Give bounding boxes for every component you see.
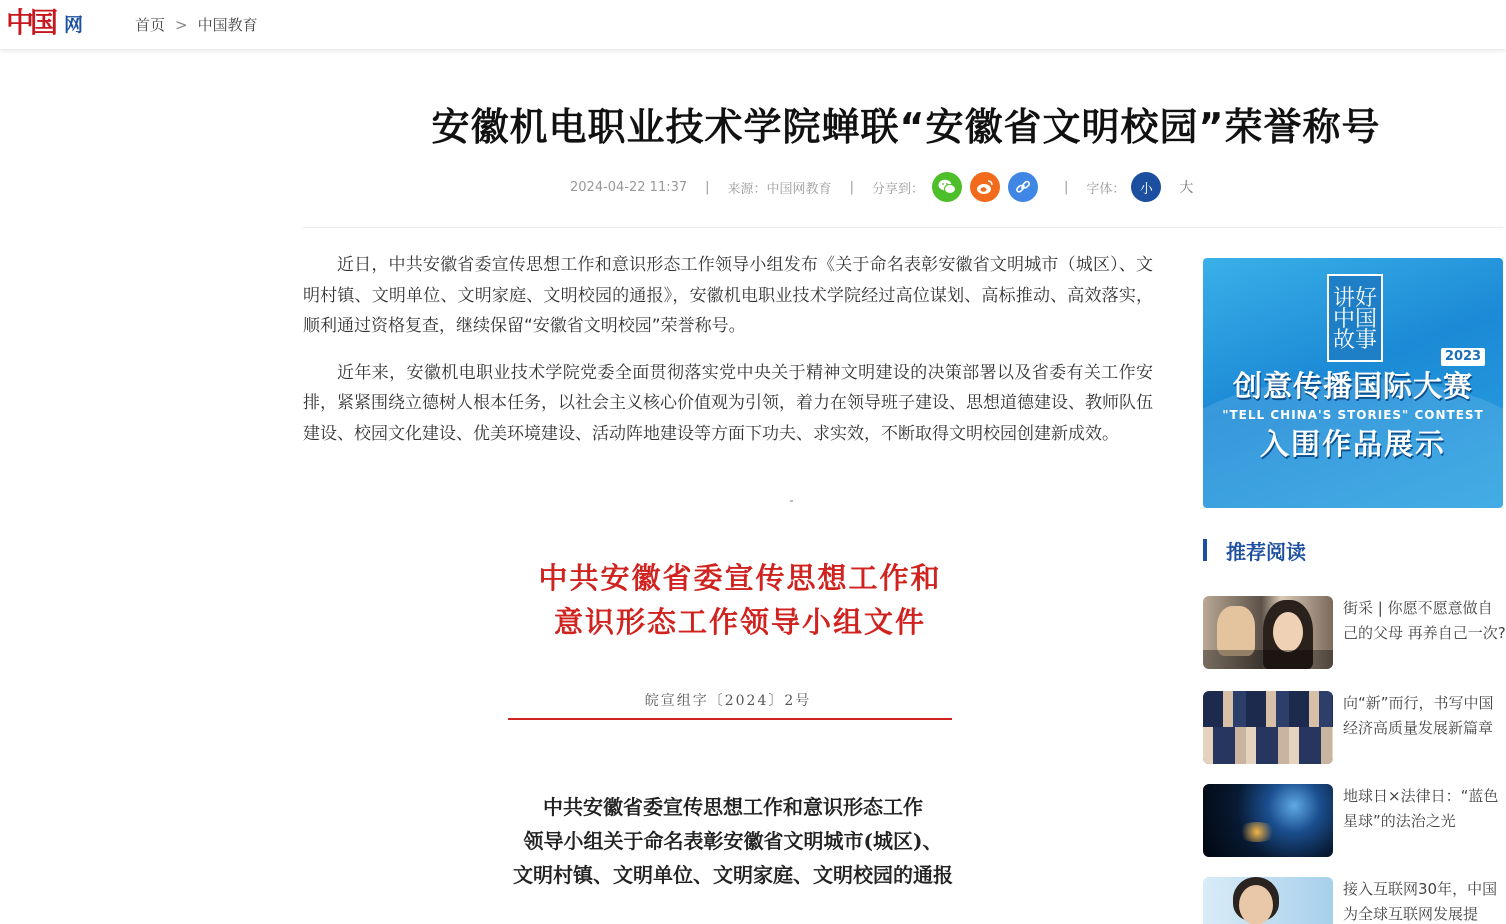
thumb-portrait-row	[1203, 727, 1333, 764]
site-logo[interactable]	[6, 4, 90, 46]
recommend-item[interactable]	[1203, 877, 1506, 924]
font-large-button[interactable]: 大	[1179, 180, 1194, 196]
top-header	[0, 0, 1506, 49]
logo-mark: 中国	[6, 6, 55, 39]
document-red-header-line: 中共安徽省委宣传思想工作和	[538, 561, 942, 595]
recommend-thumbnail[interactable]	[1203, 691, 1333, 764]
article-datetime: 2024-04-22 11:37	[570, 179, 688, 195]
article-source: 来源：中国网教育	[727, 181, 832, 197]
recommend-thumbnail[interactable]	[1203, 596, 1333, 669]
breadcrumb	[135, 15, 258, 35]
recommend-heading-bar	[1203, 539, 1207, 561]
banner-stamp-line: 讲好	[1332, 285, 1377, 311]
banner-stamp-line: 故事	[1332, 327, 1377, 353]
title-divider	[303, 227, 1503, 228]
contest-banner[interactable]	[1203, 258, 1503, 508]
font-size-label: 字体：	[1086, 181, 1126, 197]
recommend-heading-text: 推荐阅读	[1226, 539, 1306, 564]
thumb-person-face	[1239, 885, 1273, 924]
document-red-header	[520, 556, 960, 644]
font-small-button[interactable]: 小	[1131, 172, 1161, 202]
thumb-person	[1217, 606, 1255, 656]
document-heading-line: 文明村镇、文明单位、文明家庭、文明校园的通报	[513, 863, 953, 887]
article-paragraph: 近日，中共安徽省委宣传思想工作和意识形态工作领导小组发布《关于命名表彰安徽省文明城市（城区）、文明村镇、文明单位、文明家庭、文明校园的通报》，安徽机电职业技术学院经过高位谋划、高标推动、高效落实，顺利通过资格复查，继续保留“安徽省文明校园”荣誉称号。	[303, 255, 1153, 336]
banner-stamp-line: 中国	[1332, 306, 1377, 332]
recommend-item-title[interactable]: 向“新”而行，书写中国经济高质量发展新篇章	[1343, 694, 1494, 737]
recommend-heading	[1203, 536, 1306, 564]
recommend-item[interactable]	[1203, 691, 1506, 764]
recommend-thumbnail[interactable]	[1203, 877, 1333, 924]
meta-divider: |	[1063, 179, 1069, 195]
logo-wang: 网	[64, 14, 84, 36]
banner-year: 2023	[1441, 348, 1485, 366]
recommend-item-title[interactable]: 接入互联网30年，中国为全球互联网发展提	[1343, 880, 1498, 923]
document-red-header-line: 意识形态工作领导小组文件	[553, 605, 926, 639]
recommend-thumbnail[interactable]	[1203, 784, 1333, 857]
meta-divider: |	[705, 179, 710, 195]
link-icon[interactable]	[1008, 172, 1038, 202]
thumb-face	[1273, 612, 1303, 652]
document-heading-line: 领导小组关于命名表彰安徽省文明城市(城区)、	[523, 829, 943, 853]
share-label: 分享到：	[871, 181, 924, 197]
banner-stamp	[1327, 274, 1383, 362]
banner-title: 创意传播国际大赛	[1232, 369, 1473, 403]
document-red-rule	[508, 718, 952, 720]
document-heading-line: 中共安徽省委宣传思想工作和意识形态工作	[543, 795, 923, 819]
breadcrumb-home[interactable]: 首页	[135, 16, 166, 34]
wechat-icon[interactable]	[932, 172, 962, 202]
recommend-item[interactable]	[1203, 596, 1506, 669]
document-image	[480, 500, 1000, 924]
banner-english: "TELL CHINA'S STORIES" CONTEST	[1222, 408, 1484, 422]
article-title: 安徽机电职业技术学院蝉联“安徽省文明校园”荣誉称号	[431, 105, 1381, 149]
recommend-item[interactable]	[1203, 784, 1506, 857]
recommend-item-title[interactable]: 地球日×法律日：“蓝色星球”的法治之光	[1343, 787, 1499, 830]
breadcrumb-current[interactable]: 中国教育	[197, 16, 258, 34]
recommend-item-title[interactable]: 街采 | 你愿不愿意做自己的父母 再养自己一次?	[1343, 599, 1506, 642]
thumb-caption-strip	[1203, 650, 1333, 669]
document-heading	[498, 790, 968, 892]
article-paragraph: 近年来，安徽机电职业技术学院党委全面贯彻落实党中央关于精神文明建设的决策部署以及省委有关工作安排，紧紧围绕立德树人根本任务，以社会主义核心价值观为引领，着力在领导班子建设、思想道德建设、教师队伍建设、校园文化建设、优美环境建设、活动阵地建设等方面下功夫、求实效，不断取得文明校园创建新成效。	[303, 362, 1153, 444]
weibo-icon[interactable]	[970, 172, 1000, 202]
breadcrumb-separator: >	[175, 16, 188, 34]
thumb-earth-lights	[1237, 822, 1277, 842]
scan-speck	[790, 500, 793, 502]
meta-divider: |	[849, 179, 854, 195]
article-meta	[570, 172, 1193, 202]
article-body	[303, 250, 1153, 465]
banner-subtitle: 入围作品展示	[1259, 427, 1446, 461]
document-number: 皖宣组字〔2024〕2号	[644, 693, 812, 709]
